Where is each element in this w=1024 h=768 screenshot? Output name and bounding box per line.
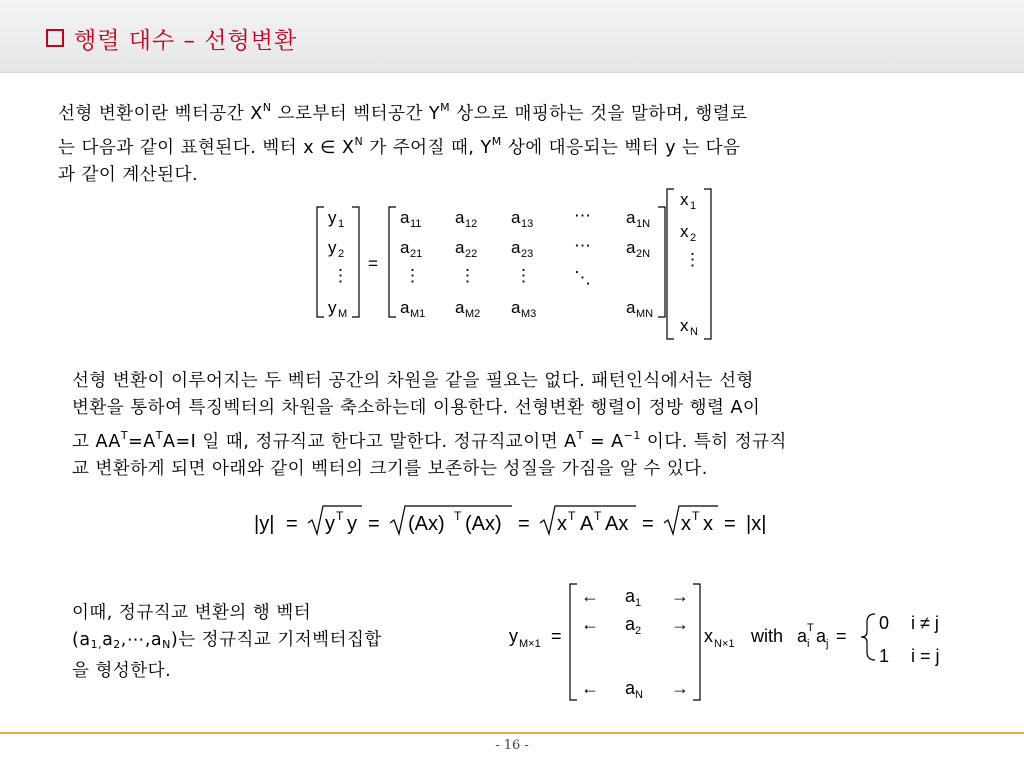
svg-text:a: a (626, 208, 636, 227)
svg-text:a: a (511, 238, 521, 257)
slide-title: 행렬 대수 – 선형변환 (74, 27, 298, 54)
svg-text:13: 13 (521, 218, 534, 230)
svg-text:←: ← (581, 678, 599, 698)
svg-text:a: a (400, 208, 410, 227)
svg-text:T: T (454, 509, 462, 523)
svg-text:=: = (518, 513, 530, 535)
svg-text:with: with (751, 626, 784, 646)
page-number: - 16 - (495, 738, 529, 753)
x-entry: ⋮ (684, 250, 701, 269)
svg-text:M×1: M×1 (519, 638, 541, 650)
cases-brace (861, 614, 875, 660)
matrix-equation (312, 185, 717, 345)
svg-text:2: 2 (690, 232, 697, 244)
svg-text:a: a (625, 678, 636, 698)
svg-text:M2: M2 (465, 308, 481, 320)
footer-divider (0, 732, 1024, 734)
svg-text:y: y (347, 513, 357, 535)
svg-text:a: a (797, 626, 808, 646)
paragraph-line: 선형 변환이 이루어지는 두 벡터 공간의 차원을 같을 필요는 없다. 패턴인식에서는 선형 (72, 371, 754, 391)
svg-text:→: → (671, 678, 689, 698)
matrix-row (400, 206, 650, 230)
svg-text:23: 23 (521, 248, 534, 260)
paragraph-line: 는 다음과 같이 표현된다. 벡터 x ∈ $X^N$ 가 주어질 때, $Y^M$ 상에 대응되는 벡터 y 는 다음 (58, 135, 741, 158)
svg-text:M: M (338, 308, 348, 320)
svg-text:a: a (511, 208, 521, 227)
matrix-row (400, 298, 653, 320)
svg-text:2: 2 (635, 625, 642, 637)
x-entry: x (680, 222, 689, 241)
svg-text:j: j (826, 638, 829, 650)
svg-text:←: ← (581, 614, 599, 634)
paragraph-orthonormal (72, 368, 787, 483)
y-vector (317, 207, 359, 320)
svg-text:a: a (511, 298, 521, 317)
svg-text:⋮: ⋮ (515, 266, 532, 285)
x-vector (667, 189, 711, 339)
svg-text:A: A (580, 513, 594, 535)
paragraph-line: 변환을 통하여 특징벡터의 차원을 축소하는데 이용한다. 선형변환 행렬이 정방 행렬 A이 (72, 398, 761, 418)
svg-text:a: a (625, 614, 636, 634)
paragraph-line: 선형 변환이란 벡터공간 $X^N$ 으로부터 벡터공간 $Y^M$ 상으로 매핑하는 것을 말하며, 행렬로 (58, 101, 748, 124)
row-vector-equation (505, 580, 960, 705)
svg-text:x: x (703, 513, 713, 535)
y-entry: y (328, 298, 337, 317)
svg-text:=: = (642, 513, 654, 535)
svg-text:a: a (626, 298, 636, 317)
svg-text:i: i (807, 638, 810, 650)
sqrt-term (390, 506, 512, 535)
svg-text:2: 2 (338, 248, 345, 260)
svg-text:i ≠ j: i ≠ j (911, 613, 939, 633)
svg-text:T: T (807, 622, 814, 634)
norm-equation (250, 498, 780, 548)
svg-text:(Ax): (Ax) (465, 513, 502, 535)
paragraph-linear-transform (58, 94, 748, 189)
svg-text:M1: M1 (410, 308, 426, 320)
svg-text:MN: MN (636, 308, 654, 320)
svg-text:=: = (724, 513, 736, 535)
svg-text:x: x (704, 626, 713, 646)
svg-text:⋱: ⋱ (574, 268, 591, 287)
svg-text:a: a (625, 586, 636, 606)
y-entry: y (328, 208, 337, 227)
svg-text:=: = (286, 513, 298, 535)
svg-text:←: ← (581, 586, 599, 606)
x-entry: x (680, 190, 689, 209)
svg-text:a: a (455, 208, 465, 227)
svg-text:a: a (816, 626, 827, 646)
svg-text:T: T (594, 509, 602, 523)
matrix-row (581, 678, 689, 701)
paragraph-line: 고 $AA^T=A^TA=I$ 일 때, 정규직교 한다고 말한다. 정규직교이면 $A^T = A^{-1}$ 이다. 특히 정규직 (72, 429, 787, 452)
svg-text:a: a (400, 238, 410, 257)
svg-text:2N: 2N (636, 248, 651, 260)
svg-text:x: x (681, 513, 691, 535)
svg-text:y: y (509, 626, 518, 646)
row-vector-matrix (570, 584, 700, 701)
svg-text:N×1: N×1 (714, 638, 735, 650)
paragraph-line: 교 변환하게 되면 아래와 같이 벡터의 크기를 보존하는 성질을 가짐을 알 수 있다. (72, 459, 708, 479)
paragraph-line: 을 형성한다. (72, 661, 172, 681)
svg-text:21: 21 (410, 248, 423, 260)
svg-text:N: N (635, 689, 643, 701)
svg-text:12: 12 (465, 218, 478, 230)
matrix-row (400, 236, 650, 260)
paragraph-line: 이때, 정규직교 변환의 행 벡터 (72, 603, 312, 623)
svg-text:a: a (455, 238, 465, 257)
svg-text:Ax: Ax (605, 513, 629, 535)
svg-text:T: T (336, 509, 344, 523)
svg-text:1: 1 (879, 646, 890, 666)
svg-text:⋮: ⋮ (459, 266, 476, 285)
svg-text:1: 1 (690, 200, 697, 212)
svg-text:⋯: ⋯ (574, 236, 591, 255)
svg-text:T: T (568, 509, 576, 523)
paragraph-line: 과 같이 계산된다. (58, 165, 199, 185)
svg-text:=: = (836, 626, 847, 646)
svg-text:(Ax): (Ax) (408, 513, 445, 535)
slide-header (0, 0, 1024, 73)
svg-text:=: = (368, 513, 380, 535)
matrix-row (581, 614, 689, 637)
svg-text:a: a (400, 298, 410, 317)
svg-text:1: 1 (635, 597, 642, 609)
svg-text:→: → (671, 586, 689, 606)
checkbox-bullet-icon (46, 29, 64, 47)
x-entry: x (680, 316, 689, 335)
svg-text:→: → (671, 614, 689, 634)
svg-text:22: 22 (465, 248, 478, 260)
slide-title-group (46, 22, 297, 54)
svg-text:|y|: |y| (254, 513, 275, 535)
sqrt-term (664, 506, 718, 535)
paragraph-line: $(a_{1,}a_2,\cdots,a_N)$는 정규직교 기저벡터집합 (72, 630, 382, 651)
equals-sign: = (368, 254, 378, 273)
matrix-row (581, 586, 689, 609)
svg-text:⋮: ⋮ (404, 266, 421, 285)
svg-text:⋯: ⋯ (574, 206, 591, 225)
y-entry: y (328, 238, 337, 257)
sqrt-term (540, 506, 636, 535)
paragraph-basis (72, 600, 382, 685)
svg-text:1N: 1N (636, 218, 651, 230)
a-matrix (389, 206, 665, 320)
svg-text:i = j: i = j (911, 646, 940, 666)
svg-text:y: y (325, 513, 335, 535)
matrix-row (404, 266, 591, 287)
svg-text:T: T (692, 509, 700, 523)
svg-text:=: = (551, 626, 562, 646)
svg-text:a: a (455, 298, 465, 317)
svg-text:N: N (690, 326, 698, 338)
y-entry: ⋮ (332, 266, 349, 285)
sqrt-term (308, 506, 362, 535)
svg-text:0: 0 (879, 613, 890, 633)
svg-text:M3: M3 (521, 308, 537, 320)
svg-text:x: x (557, 513, 567, 535)
svg-text:|x|: |x| (746, 513, 767, 535)
svg-text:11: 11 (410, 218, 422, 230)
svg-text:a: a (626, 238, 636, 257)
svg-text:1: 1 (338, 218, 345, 230)
